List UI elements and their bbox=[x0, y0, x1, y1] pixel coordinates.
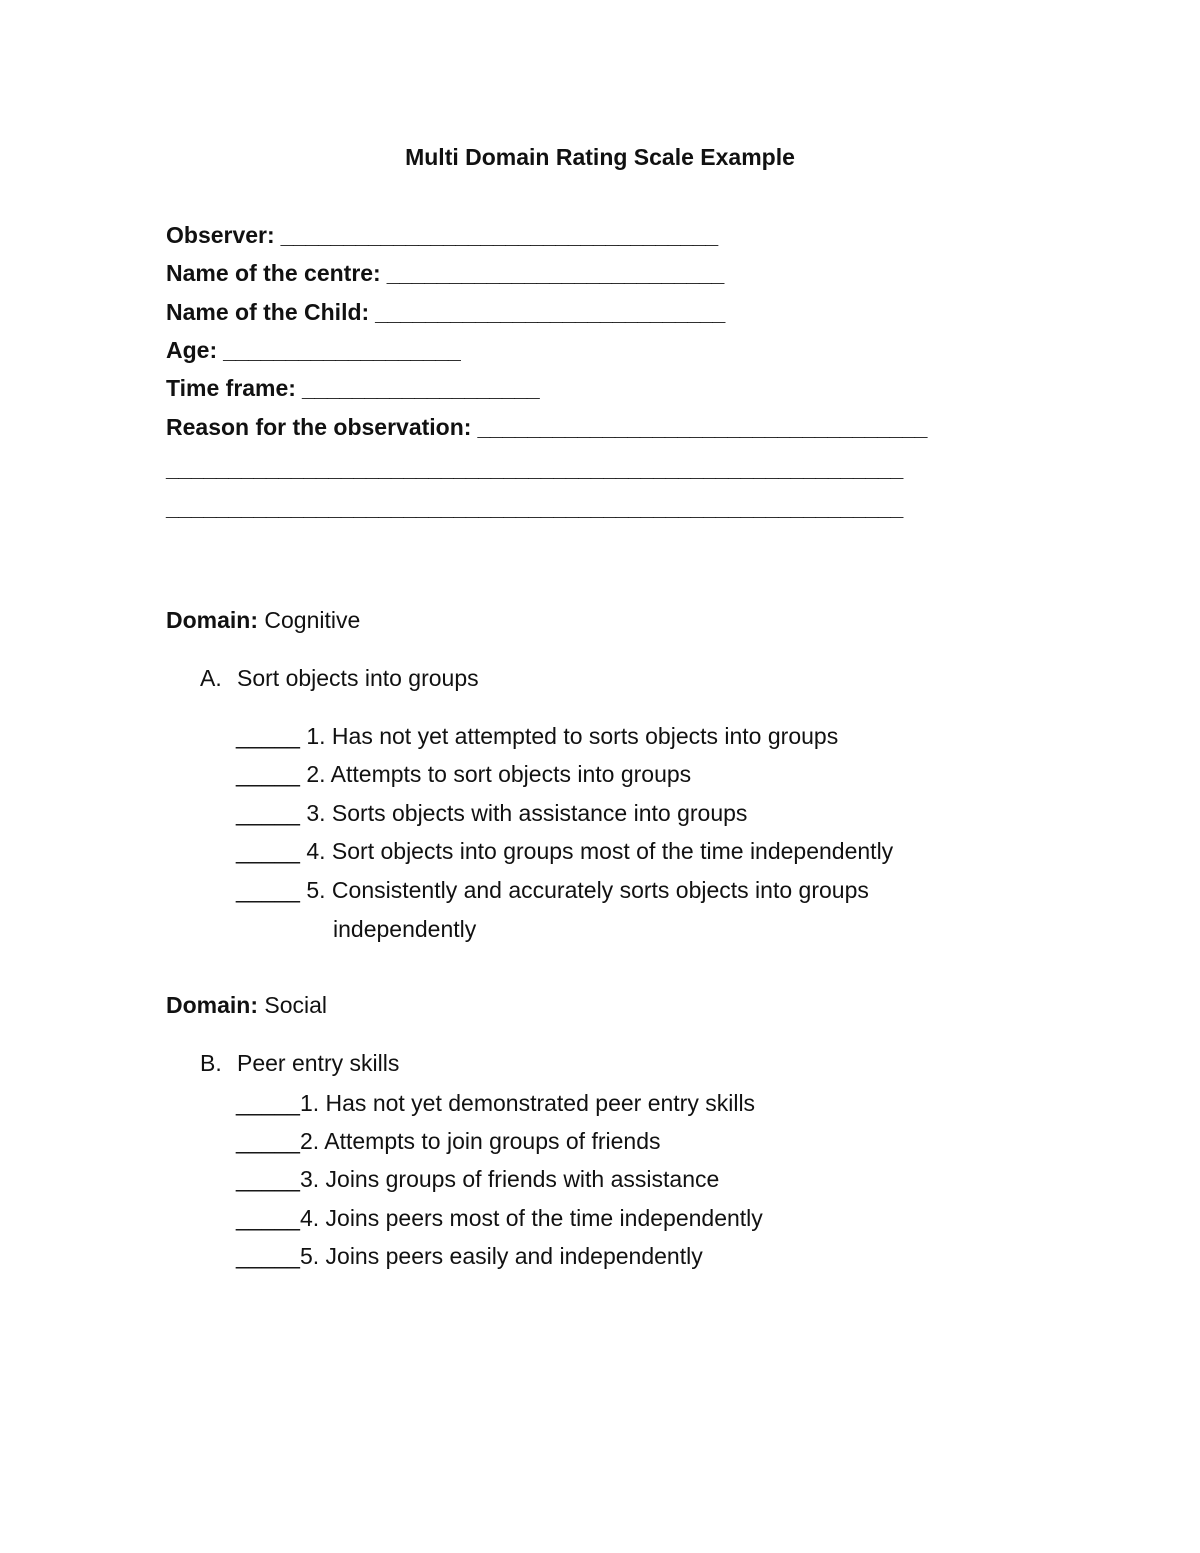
field-blank: ___________________________ bbox=[386, 260, 724, 286]
field-label: Age: bbox=[166, 337, 218, 363]
item-title: Peer entry skills bbox=[237, 1050, 400, 1076]
field-blank: ___________________________________ bbox=[280, 222, 718, 248]
rating-option: _____2. Attempts to join groups of friends bbox=[236, 1128, 661, 1154]
field-label: Observer: bbox=[166, 222, 275, 248]
centre-name-field bbox=[166, 257, 724, 289]
time-frame-field bbox=[166, 372, 539, 404]
domain-label: Domain: bbox=[166, 992, 258, 1018]
domain-heading-social bbox=[166, 989, 327, 1021]
rating-option: _____ 2. Attempts to sort objects into groups bbox=[236, 761, 692, 787]
domain-heading-cognitive bbox=[166, 604, 360, 636]
domain-label: Domain: bbox=[166, 607, 258, 633]
reason-blank-line: ___________________________________________________________ bbox=[166, 455, 903, 481]
field-blank: ___________________ bbox=[223, 337, 461, 363]
field-blank: ____________________________ bbox=[375, 299, 725, 325]
rating-option: _____ 4. Sort objects into groups most of the time independently bbox=[236, 838, 894, 864]
field-label: Time frame: bbox=[166, 375, 296, 401]
item-heading-a bbox=[200, 662, 479, 694]
field-label: Name of the centre: bbox=[166, 260, 381, 286]
rating-option: _____1. Has not yet demonstrated peer entry skills bbox=[236, 1090, 756, 1116]
rating-option: _____4. Joins peers most of the time independently bbox=[236, 1205, 763, 1231]
item-marker: A. bbox=[200, 665, 222, 691]
item-title: Sort objects into groups bbox=[237, 665, 479, 691]
domain-value: Social bbox=[264, 992, 328, 1018]
field-blank: ____________________________________ bbox=[477, 414, 928, 440]
rating-option: _____ 1. Has not yet attempted to sorts objects into groups bbox=[236, 723, 839, 749]
rating-option: _____3. Joins groups of friends with assistance bbox=[236, 1166, 720, 1192]
rating-option-continuation: independently bbox=[333, 916, 477, 942]
item-marker: B. bbox=[200, 1050, 222, 1076]
item-heading-b bbox=[200, 1047, 399, 1079]
rating-option: _____5. Joins peers easily and independently bbox=[236, 1243, 703, 1269]
rating-option: _____ 3. Sorts objects with assistance into groups bbox=[236, 800, 748, 826]
field-label: Reason for the observation: bbox=[166, 414, 472, 440]
child-name-field bbox=[166, 296, 725, 328]
domain-value: Cognitive bbox=[264, 607, 361, 633]
reason-field bbox=[166, 411, 927, 443]
field-label: Name of the Child: bbox=[166, 299, 370, 325]
rating-option: _____ 5. Consistently and accurately sorts objects into groups bbox=[236, 877, 869, 903]
field-blank: ___________________ bbox=[301, 375, 540, 401]
age-field bbox=[166, 334, 460, 366]
document-title: Multi Domain Rating Scale Example bbox=[405, 144, 795, 170]
reason-blank-line: ___________________________________________________________ bbox=[166, 494, 903, 520]
observer-field bbox=[166, 219, 718, 251]
